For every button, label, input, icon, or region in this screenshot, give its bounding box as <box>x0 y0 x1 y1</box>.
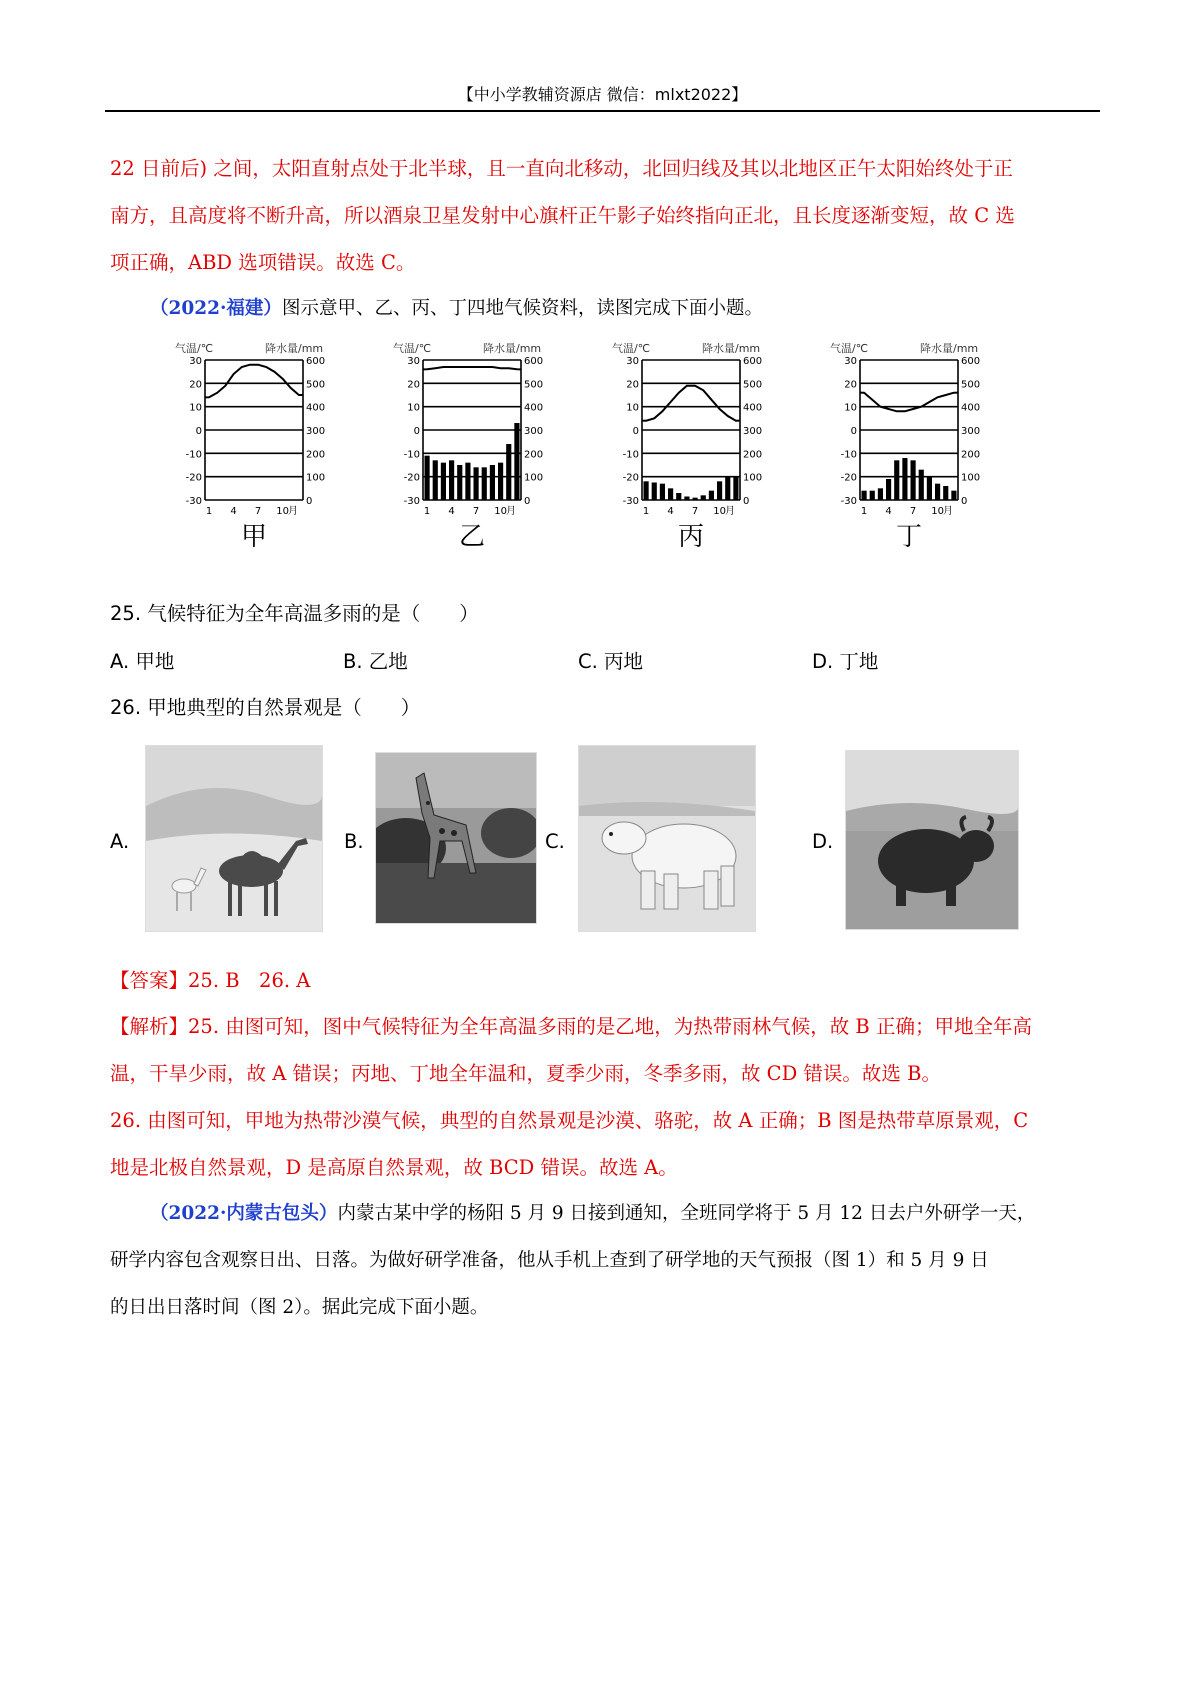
right-tick-label: 200 <box>306 449 326 461</box>
right-tick-label: 300 <box>306 426 326 437</box>
left-tick-label: 10 <box>407 402 420 414</box>
precip-bar <box>449 460 454 500</box>
precip-bar <box>676 493 681 500</box>
answer-line <box>110 957 1100 1004</box>
precip-bar <box>943 486 948 500</box>
x-tick-label: 4 <box>448 506 455 517</box>
x-tick-label: 1 <box>423 506 431 517</box>
right-tick-label: 600 <box>743 356 763 367</box>
left-tick-label: -20 <box>403 472 420 484</box>
source-tag-2: （2022·内蒙古包头） <box>150 1203 338 1224</box>
precip-bar <box>457 465 462 500</box>
giraffe-image <box>375 752 537 924</box>
x-tick-label: 1 <box>642 506 650 517</box>
prev-explanation-line-2: 南方，且高度将不断升高，所以酒泉卫星发射中心旗杆正午影子始终指向正北，且长度逐渐变短，故 C 选 <box>110 204 1015 227</box>
precip-bar <box>911 460 916 500</box>
left-tick-label: -20 <box>622 472 639 484</box>
chart-name: 丁 <box>895 522 923 552</box>
answer-label: 【答案】 <box>110 969 189 992</box>
x-tick-label: 4 <box>667 506 674 517</box>
analysis-line-1 <box>110 1003 1100 1050</box>
temp-axis-label: 气温/℃ <box>393 342 432 355</box>
precip-bar <box>693 498 698 500</box>
left-tick-label: 0 <box>195 426 202 437</box>
q25-option-d: D. 丁地 <box>812 650 879 673</box>
right-tick-label: 200 <box>743 449 763 461</box>
q26-option-a: A. <box>110 830 130 853</box>
x-tick-label: 10 <box>713 506 726 517</box>
precip-bar <box>684 497 689 501</box>
left-tick-label: 30 <box>626 356 639 367</box>
x-tick-label: 月 <box>288 506 298 517</box>
right-tick-label: 400 <box>743 402 763 414</box>
right-tick-label: 500 <box>961 379 981 391</box>
precip-bar <box>886 479 891 500</box>
right-tick-label: 100 <box>524 472 544 484</box>
precip-bar <box>894 460 899 500</box>
question-intro-2-line-1 <box>150 1190 1100 1237</box>
right-tick-label: 100 <box>743 472 763 484</box>
x-tick-label: 10 <box>931 506 944 517</box>
right-tick-label: 500 <box>743 379 763 391</box>
precip-bar <box>474 467 479 500</box>
precip-bar <box>498 463 503 500</box>
chart-name: 甲 <box>240 522 268 552</box>
precip-axis-label: 降水量/mm <box>265 342 324 355</box>
left-tick-label: -30 <box>185 496 202 507</box>
precip-bar <box>902 458 907 500</box>
right-tick-label: 0 <box>306 496 313 507</box>
left-tick-label: 20 <box>626 379 639 391</box>
climate-chart-bing <box>612 340 797 580</box>
precip-bar <box>668 488 673 500</box>
yak-image <box>845 750 1019 930</box>
temperature-line <box>642 386 740 421</box>
analysis-text-1: 25. 由图可知，图中气候特征为全年高温多雨的是乙地，为热带雨林气候，故 B 正确；甲地全年高 <box>188 1015 1032 1038</box>
right-tick-label: 500 <box>524 379 544 391</box>
right-tick-label: 400 <box>306 402 326 414</box>
precip-bar <box>878 488 883 500</box>
q25-option-a: A. 甲地 <box>110 650 175 673</box>
climate-chart-ding <box>830 340 1015 580</box>
source-tag: （2022·福建） <box>150 298 282 319</box>
x-tick-label: 7 <box>472 506 480 517</box>
question-intro-2-line-3: 的日出日落时间（图 2）。据此完成下面小题。 <box>110 1297 489 1318</box>
intro-text: 图示意甲、乙、丙、丁四地气候资料，读图完成下面小题。 <box>281 298 763 319</box>
x-tick-label: 7 <box>691 506 699 517</box>
prev-explanation-line-1: 22 日前后) 之间，太阳直射点处于北半球，且一直向北移动，北回归线及其以北地区正午太阳始终处于正 <box>110 157 1013 180</box>
left-tick-label: 10 <box>844 402 857 414</box>
left-tick-label: 30 <box>844 356 857 367</box>
precip-bar <box>433 460 438 500</box>
polar-bear-image <box>578 745 756 932</box>
temp-axis-label: 气温/℃ <box>830 342 869 355</box>
chart-name: 乙 <box>458 522 486 552</box>
precip-bar <box>733 477 738 500</box>
right-tick-label: 400 <box>524 402 544 414</box>
right-tick-label: 100 <box>961 472 981 484</box>
precip-axis-label: 降水量/mm <box>920 342 979 355</box>
right-tick-label: 400 <box>961 402 981 414</box>
analysis-label: 【解析】 <box>110 1015 189 1038</box>
chart-name: 丙 <box>677 522 705 552</box>
right-tick-label: 600 <box>524 356 544 367</box>
precip-bar <box>717 481 722 500</box>
x-tick-label: 1 <box>860 506 868 517</box>
temperature-line <box>860 393 958 412</box>
precip-bar <box>644 481 649 500</box>
precip-bar <box>701 495 706 500</box>
analysis-line-4: 地是北极自然景观，D 是高原自然景观，故 BCD 错误。故选 A。 <box>110 1156 678 1179</box>
climate-charts <box>175 340 1045 580</box>
x-tick-label: 10 <box>494 506 507 517</box>
x-tick-label: 月 <box>725 506 735 517</box>
left-tick-label: -10 <box>840 449 857 461</box>
question-intro-2-line-2: 研学内容包含观察日出、日落。为做好研学准备，他从手机上查到了研学地的天气预报（图 1）和 5 月 9 日 <box>110 1250 989 1271</box>
page-header: 【中小学教辅资源店 微信：mlxt2022】 <box>457 85 748 104</box>
x-tick-label: 4 <box>885 506 892 517</box>
header-rule <box>105 110 1100 112</box>
left-tick-label: 0 <box>413 426 420 437</box>
x-tick-label: 7 <box>254 506 262 517</box>
temperature-line <box>423 367 521 369</box>
precip-bar <box>951 491 956 500</box>
right-tick-label: 0 <box>743 496 750 507</box>
temp-axis-label: 气温/℃ <box>175 342 214 355</box>
precip-axis-label: 降水量/mm <box>483 342 542 355</box>
temperature-line <box>205 365 303 398</box>
left-tick-label: -10 <box>403 449 420 461</box>
precip-bar <box>514 423 519 500</box>
prev-explanation-line-3: 项正确，ABD 选项错误。故选 C。 <box>110 251 416 274</box>
x-tick-label: 10 <box>276 506 289 517</box>
q26-option-b: B. <box>344 830 364 853</box>
precip-bar <box>927 477 932 500</box>
x-tick-label: 1 <box>205 506 213 517</box>
camel-image <box>145 745 323 932</box>
right-tick-label: 300 <box>524 426 544 437</box>
left-tick-label: 10 <box>189 402 202 414</box>
precip-axis-label: 降水量/mm <box>702 342 761 355</box>
temp-axis-label: 气温/℃ <box>612 342 651 355</box>
q25-option-c: C. 丙地 <box>578 650 644 673</box>
precip-bar <box>935 484 940 500</box>
q25-stem: 25. 气候特征为全年高温多雨的是（ ） <box>110 602 479 625</box>
precip-bar <box>490 465 495 500</box>
x-tick-label: 4 <box>230 506 237 517</box>
left-tick-label: 0 <box>850 426 857 437</box>
precip-bar <box>660 484 665 500</box>
precip-bar <box>725 477 730 500</box>
climate-chart-jia <box>175 340 360 580</box>
right-tick-label: 0 <box>524 496 531 507</box>
right-tick-label: 300 <box>961 426 981 437</box>
left-tick-label: 0 <box>632 426 639 437</box>
left-tick-label: 20 <box>189 379 202 391</box>
right-tick-label: 600 <box>306 356 326 367</box>
precip-bar <box>441 463 446 500</box>
left-tick-label: -10 <box>185 449 202 461</box>
precip-bar <box>870 491 875 500</box>
q25-option-b: B. 乙地 <box>343 650 408 673</box>
left-tick-label: -20 <box>840 472 857 484</box>
left-tick-label: 20 <box>407 379 420 391</box>
analysis-line-2: 温，干旱少雨，故 A 错误；丙地、丁地全年温和，夏季少雨，冬季多雨，故 CD 错误。故选 B。 <box>110 1062 941 1085</box>
x-tick-label: 月 <box>943 506 953 517</box>
right-tick-label: 100 <box>306 472 326 484</box>
left-tick-label: -30 <box>840 496 857 507</box>
precip-bar <box>862 491 867 500</box>
left-tick-label: -20 <box>185 472 202 484</box>
precip-bar <box>465 463 470 500</box>
x-tick-label: 月 <box>506 506 516 517</box>
left-tick-label: -10 <box>622 449 639 461</box>
precip-bar <box>652 483 657 501</box>
x-tick-label: 7 <box>909 506 917 517</box>
right-tick-label: 0 <box>961 496 968 507</box>
left-tick-label: -30 <box>403 496 420 507</box>
q26-option-d: D. <box>812 830 834 853</box>
precip-bar <box>425 456 430 500</box>
precip-bar <box>482 467 487 500</box>
left-tick-label: 20 <box>844 379 857 391</box>
right-tick-label: 500 <box>306 379 326 391</box>
analysis-line-3: 26. 由图可知，甲地为热带沙漠气候，典型的自然景观是沙漠、骆驼，故 A 正确；B 图是热带草原景观，C <box>110 1109 1029 1132</box>
intro-2-text-1: 内蒙古某中学的杨阳 5 月 9 日接到通知，全班同学将于 5 月 12 日去户外研学一天， <box>337 1203 1036 1224</box>
q26-stem: 26. 甲地典型的自然景观是（ ） <box>110 696 421 719</box>
right-tick-label: 200 <box>524 449 544 461</box>
left-tick-label: 10 <box>626 402 639 414</box>
left-tick-label: 30 <box>189 356 202 367</box>
left-tick-label: 30 <box>407 356 420 367</box>
precip-bar <box>919 470 924 500</box>
right-tick-label: 200 <box>961 449 981 461</box>
left-tick-label: -30 <box>622 496 639 507</box>
answer-text: 25. B 26. A <box>188 969 311 992</box>
q26-option-c: C. <box>545 830 565 853</box>
right-tick-label: 600 <box>961 356 981 367</box>
question-intro-1 <box>150 285 1100 332</box>
precip-bar <box>506 444 511 500</box>
right-tick-label: 300 <box>743 426 763 437</box>
precip-bar <box>709 491 714 500</box>
climate-chart-yi <box>393 340 578 580</box>
